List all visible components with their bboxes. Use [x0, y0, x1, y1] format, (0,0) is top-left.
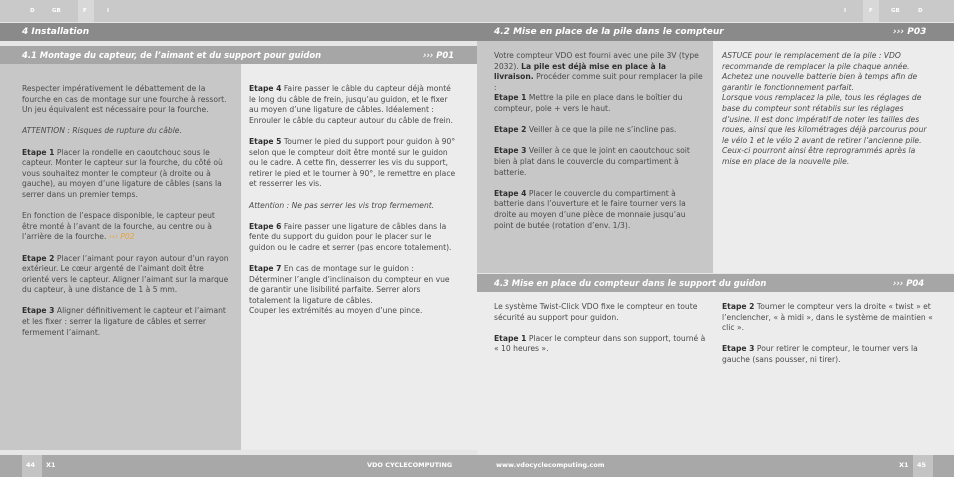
attention-note: ATTENTION : Risques de rupture du câble. [22, 126, 182, 136]
page-footer [477, 455, 954, 477]
model-name: X1 [46, 461, 56, 469]
step-label: Etape 3 [494, 146, 527, 156]
step-text: Faire passer le câble du capteur déjà monté le long du câble de frein, jusqu’au guidon, et le fixer au moyen d’une ligature de câbles. Idéalement : Enrouler le câble du capteur autour du câble de frein. [249, 84, 453, 125]
step-text: Placer le compteur dans son support, tourné à « 10 heures ». [494, 333, 706, 354]
step-label: Etape 2 [494, 125, 527, 135]
attention-note: Attention : Ne pas serrer les vis trop fermement. [249, 200, 435, 210]
step-text: Aligner définitivement le capteur et l’aimant et les fixer : serrer la ligature de câbles et serrer fermement l’aimant. [22, 306, 226, 337]
lang-tab-gb[interactable]: GB [52, 8, 61, 14]
step-text: Faire passer une ligature de câbles dans la fente du support du guidon pour le placer sur le guidon ou le cadre et serrer (pas encore totalement). [249, 221, 452, 252]
lang-tab-f[interactable]: F [83, 8, 87, 14]
emphasis-text: La pile est déjà mise en place à la livraison. [494, 61, 667, 82]
section-header [0, 23, 477, 41]
step-label: Etape 4 [249, 84, 282, 93]
step-label: Etape 3 [722, 344, 755, 354]
step-label: Etape 1 [494, 93, 527, 103]
lang-tab-d[interactable]: D [918, 8, 923, 14]
paragraph: En fonction de l’espace disponible, le capteur peut être monté à l’avant de la fourche, au centre ou à l’arrière de la fourche. [22, 211, 215, 242]
text-column-2 [249, 84, 459, 328]
text-column-3 [494, 302, 706, 366]
model-name: X1 [899, 461, 909, 469]
page-footer [0, 455, 477, 477]
lang-tab-i[interactable]: I [107, 8, 110, 14]
step-text: Placer l’aimant pour rayon autour d’un rayon extérieur. Le cœur argenté de l’aimant doit être orienté vers le capteur. Aligner l’aimant sur la marque du capteur, à une distance de 1 à 5 mm. [22, 253, 229, 295]
step-text: Mettre la pile en place dans le boîtier du compteur, pole + vers le haut. [494, 93, 683, 113]
figure-ref-p02: ››› P02 [106, 232, 135, 242]
text-column-1 [494, 51, 706, 242]
subsection-header [477, 274, 954, 292]
step-label: Etape 6 [249, 221, 282, 231]
subsection-header [0, 46, 477, 64]
paragraph: Votre compteur VDO est fourni avec une pile 3V (type 2032). [494, 51, 699, 71]
step-text: Placer le couvercle du compartiment à batterie dans l’ouverture et le faire tourner vers la droite au moyen d’une pièce de monnaie jusqu’au point de butée (rotation d’env. 1/3). [494, 188, 686, 230]
step-text: Placer la rondelle en caoutchouc sous le capteur. Monter le capteur sur la fourche, du côté où vous souhaitez monter le compteur (à droite ou à gauche), au moyen d’une ligature de câbles (sans la serrer dans un premier temps. [22, 147, 223, 199]
page-number: 44 [26, 461, 36, 469]
right-page [477, 0, 954, 477]
tip-note: Lorsque vous remplacez la pile, tous les réglages de base du compteur sont rétablis sur les réglages d’usine. Il est donc impératif de noter les tailles des roues, ainsi que les kilométrages déjà parcourus pour le vélo 1 et le vélo 2 avant de retirer l’ancienne pile. Ceux-ci pourront ainsi être reprogrammés après la mise en place de la nouvelle pile. [722, 93, 927, 166]
step-label: Etape 5 [249, 136, 282, 146]
step-text: Tourner le pied du support pour guidon à 90° selon que le compteur doit être monté sur le guidon ou le cadre. A cette fin, desserrer les vis du support, retirer le pied et le tourner à 90°, le remettre en place et resserrer les vis. [249, 136, 456, 189]
website-url[interactable]: www.vdocyclecomputing.com [496, 461, 605, 469]
step-label: Etape 1 [494, 333, 527, 343]
figure-ref-p04: ››› P04 [893, 278, 925, 288]
step-text: Veiller à ce que le joint en caoutchouc soit bien à plat dans le couvercle du compartiment à batterie. [494, 146, 690, 177]
figure-ref-p01: ››› P01 [423, 50, 455, 60]
paragraph: Respecter impérativement le débattement de la fourche en cas de montage sur une fourche à ressort. Un jeu équivalent est nécessaire pour la fourche. [22, 84, 227, 115]
paragraph: Procéder comme suit pour remplacer la pile : [494, 72, 703, 92]
text-column-1 [22, 84, 230, 349]
subsection-title: 4.1 Montage du capteur, de l’aimant et du support pour guidon [22, 50, 322, 60]
section-header [477, 23, 954, 41]
figure-ref-p03: ››› P03 [893, 27, 927, 37]
lang-tab-i[interactable]: I [844, 8, 847, 14]
language-bar [0, 0, 477, 22]
lang-tab-gb[interactable]: GB [891, 8, 900, 14]
page-number: 45 [917, 461, 927, 469]
step-label: Etape 4 [494, 188, 527, 198]
step-text: Tourner le compteur vers la droite « twist » et l’enclencher, « à midi », dans le système de maintien « clic ». [722, 302, 933, 333]
section-title: 4 Installation [22, 27, 90, 37]
text-column-2 [722, 51, 934, 178]
step-label: Etape 1 [22, 147, 55, 157]
section-title: 4.2 Mise en place de la pile dans le compteur [494, 27, 724, 37]
step-text: Pour retirer le compteur, le tourner vers la gauche (sans pousser, ni tirer). [722, 344, 918, 364]
lang-tab-d[interactable]: D [30, 8, 35, 14]
step-label: Etape 7 [249, 264, 282, 274]
step-text: Veiller à ce que la pile ne s’incline pas. [526, 125, 677, 135]
brand-name: VDO CYCLECOMPUTING [367, 461, 453, 469]
language-bar [477, 0, 954, 22]
step-text: En cas de montage sur le guidon : Déterminer l’angle d’inclinaison du compteur en vue de garantir une lisibilité parfaite. Serrer alors totalement la ligature de câbles. [249, 264, 450, 305]
step-label: Etape 3 [22, 306, 55, 316]
text-column-4 [722, 302, 934, 376]
lang-tab-f[interactable]: F [869, 8, 873, 14]
step-label: Etape 2 [722, 302, 755, 311]
tip-note: ASTUCE pour le remplacement de la pile : VDO recommande de remplacer la pile chaque année. Achetez une nouvelle batterie bien à temps afin de garantir le fonctionnement parfait. [722, 51, 918, 92]
step-text: Couper les extrémités au moyen d’une pince. [249, 306, 423, 316]
step-label: Etape 2 [22, 253, 55, 263]
paragraph: Le système Twist-Click VDO fixe le compteur en toute sécurité au support pour guidon. [494, 302, 698, 322]
subsection-title: 4.3 Mise en place du compteur dans le support du guidon [494, 278, 767, 288]
